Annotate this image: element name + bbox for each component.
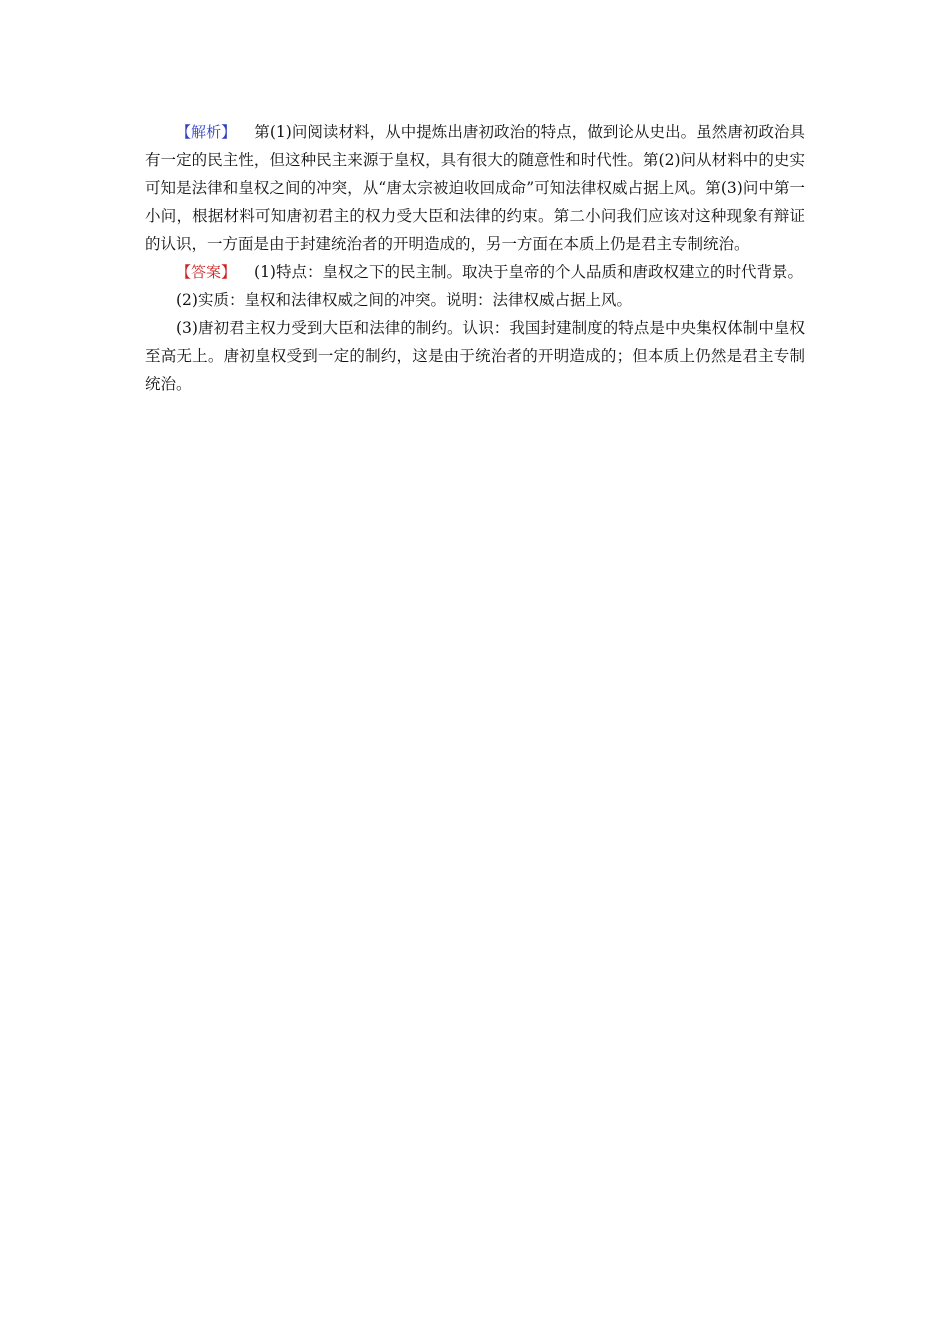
- analysis-label: 【解析】: [176, 123, 237, 141]
- document-body: [145, 118, 805, 398]
- answer-paragraph-2: [145, 286, 805, 314]
- answer-paragraph-3: [145, 314, 805, 398]
- answer-label: 【答案】: [176, 263, 237, 281]
- answer-item-2: (2)实质：皇权和法律权威之间的冲突。说明：法律权威占据上风。: [176, 291, 632, 309]
- analysis-text: 第(1)问阅读材料，从中提炼出唐初政治的特点，做到论从史出。虽然唐初政治具有一定的民主性，但这种民主来源于皇权，具有很大的随意性和时代性。第(2)问从材料中的史实可知是法律和皇权之间的冲突，从“唐太宗被迫收回成命”可知法律权威占据上风。第(3)问中第一小问，根据材料可知唐初君主的权力受大臣和法律的约束。第二小问我们应该对这种现象有辩证的认识，一方面是由于封建统治者的开明造成的，另一方面在本质上仍是君主专制统治。: [145, 123, 805, 253]
- analysis-paragraph: [145, 118, 805, 258]
- answer-paragraph-1: [145, 258, 805, 286]
- answer-item-3: (3)唐初君主权力受到大臣和法律的制约。认识：我国封建制度的特点是中央集权体制中皇权至高无上。唐初皇权受到一定的制约，这是由于统治者的开明造成的；但本质上仍然是君主专制统治。: [145, 319, 805, 393]
- answer-item-1: (1)特点：皇权之下的民主制。取决于皇帝的个人品质和唐政权建立的时代背景。: [254, 263, 803, 281]
